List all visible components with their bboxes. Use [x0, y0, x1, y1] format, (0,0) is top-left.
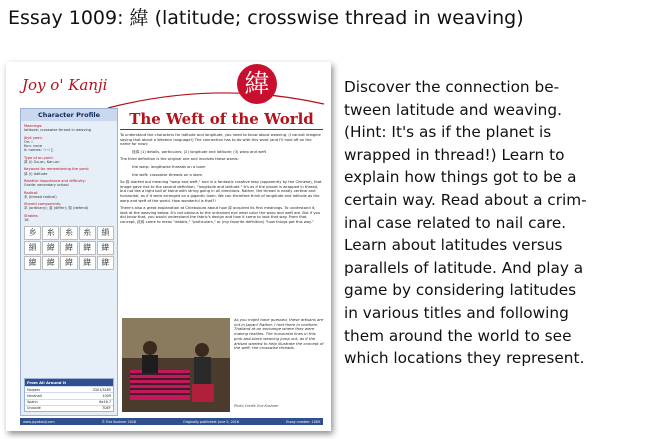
reference-name: Unicode: [27, 406, 41, 411]
profile-value: latitude; crosswise thread in weaving: [24, 128, 91, 133]
profile-value: 緯 (i) latitude: [24, 171, 48, 176]
description-line: in various titles and following: [344, 303, 569, 322]
reference-row: [25, 405, 113, 411]
article-definition: 経緯 (1) details, particulars; (2) longitude and latitude; (3) warp and weft: [132, 149, 267, 154]
profile-value: Grade: secondary school: [24, 183, 69, 188]
stroke-step: 緯: [97, 241, 114, 255]
description-line: which locations they represent.: [344, 349, 585, 368]
stroke-step: 緯: [79, 256, 96, 270]
article-title: The Weft of the World: [129, 110, 314, 128]
article-paragraph: The third definition is the original one and involves these words:: [120, 157, 239, 162]
profile-value: 韋 (ordinary); 違 (differ); 衛 (defend): [24, 206, 89, 211]
weaving-photo: [122, 318, 230, 412]
essay-heading: Essay 1009: 緯 (latitude; crosswise thread in weaving): [8, 7, 524, 29]
reference-title: From All Around It: [25, 379, 113, 386]
reference-box: [24, 378, 114, 412]
profile-label: Radical:: [24, 190, 39, 195]
article-definition: the warp: lengthwise threads on a loom: [132, 164, 206, 169]
reference-name: Halpern: [27, 387, 41, 392]
description-line: Discover the connection be-: [344, 78, 560, 96]
article-rule: [120, 129, 323, 130]
footer-essay-number: Essay number: 1009: [286, 419, 320, 424]
description-line: Learn about latitudes versus: [344, 236, 563, 255]
profile-label: Type of on-yomi:: [24, 155, 54, 160]
description-line: certain way. Read about a crim-: [344, 190, 587, 209]
stroke-step: 縜: [97, 226, 114, 240]
stroke-step: 糸: [79, 226, 96, 240]
reference-name: Henshall: [27, 394, 42, 399]
stroke-step: 乡: [24, 226, 41, 240]
footer-published: Originally published: June 5, 2016: [183, 419, 239, 424]
profile-label: Strokes:: [24, 213, 39, 218]
description-line: game by considering latitudes: [344, 281, 577, 300]
artisans-illustration: [122, 318, 230, 412]
reference-value: 3301/3285: [92, 387, 111, 392]
stroke-step: 緯: [24, 256, 41, 270]
character-profile: [20, 108, 118, 416]
profile-value: 16: [24, 218, 29, 223]
profile-label: Relative importance and difficulty:: [24, 178, 86, 183]
profile-value: 緯 (i) Go-on, Kan-on: [24, 160, 60, 165]
footer-website: www.joyokanji.com: [23, 419, 55, 424]
stroke-step: 緯: [97, 256, 114, 270]
article-paragraph: So 緯 started out meaning "warp and weft," and in a fantastic creative leap (apparently by the Chinese), that image gave rise to the second definition, "longitude and latitude." It's as if the planet is wrapped in thread, but not like a tight ball of twine with string going in all directions. Rather, the thread is neatly vertical and horizontal, as if it were arranged on a gigantic loom. We can therefore think of longitude and latitude as the warp and weft of the world. How wonderful is that?!: [120, 180, 322, 203]
footer-copyright: © Eve Kushner 2016: [101, 419, 137, 424]
stroke-step: 糸: [60, 226, 77, 240]
profile-label: Keyword for remembering the yomi:: [24, 167, 90, 172]
reference-value: 1009: [102, 394, 111, 399]
kanji-badge: 緯: [237, 64, 277, 104]
profile-value: Kun: none: [24, 144, 43, 149]
description-line: them around the world to see: [344, 326, 572, 345]
stroke-step: 縜: [24, 241, 41, 255]
stroke-order-grid: [24, 226, 114, 270]
essay-thumbnail: [6, 62, 331, 431]
article-definition: the weft: crosswise threads on a loom: [132, 172, 203, 177]
description-line: parallels of latitude. And play a: [344, 258, 584, 277]
profile-value: In names: つつじ: [24, 148, 54, 153]
profile-title: Character Profile: [21, 109, 117, 121]
logo-area: [6, 62, 331, 108]
profile-label: Meanings:: [24, 124, 43, 128]
profile-label: Jōyō yomi:: [24, 135, 43, 140]
photo-caption: As you might have guessed, these artisans are not in Japan! Rather, I met them in northern Thailand at an exchange where they were making textiles. The horizontal lines in this pink-and-black weaving jump out, as if the artisan wanted to help illustrate the concept of the weft, the crosswise threads.: [234, 317, 324, 351]
reference-value: 7DEF: [102, 406, 111, 411]
profile-entries: [21, 124, 117, 222]
description-line: inal case related to nail care.: [344, 213, 567, 232]
profile-value: On: i: [24, 139, 33, 144]
reference-value: 6a16.7: [99, 400, 111, 405]
stroke-step: 緯: [60, 241, 77, 255]
essay-description: [344, 76, 640, 370]
photo-credit: Photo Credit: Eve Kushner: [234, 404, 279, 408]
stroke-step: 緯: [42, 241, 59, 255]
article-paragraph: There's also a great explanation at Chiebukuro about how 緯 acquired its first meanings. To understand it, look at the weaving below. It's not obvious to the untrained eye what color the warp and weft are. But if you did know that, you would understand the fabric's design and how it came to look that way. From that concept, 経緯 came to mean "details," "particulars," or (my favorite definition) "how things got this way.": [120, 206, 321, 224]
article-paragraph: To understand the characters for latitude and longitude, you need to know about weaving. (I cannot imagine saying that about a Western language!) The connection has to do with this word (and I'll hold off on the name for now):: [120, 133, 321, 147]
stroke-step: 糸: [42, 226, 59, 240]
footer-bar: [20, 418, 323, 425]
profile-value: 糸 (thread radical): [24, 194, 57, 199]
description-line: explain how things got to be a: [344, 168, 577, 187]
reference-name: Spahn: [27, 400, 38, 405]
logo: Joy o' Kanji: [22, 76, 108, 94]
description-line: (Hint: It's as if the planet is: [344, 123, 552, 142]
description-line: wrapped in thread!) Learn to: [344, 145, 565, 164]
stroke-step: 緯: [79, 241, 96, 255]
stroke-step: 緯: [42, 256, 59, 270]
description-line: tween latitude and weaving.: [344, 100, 562, 119]
profile-label: Shared components:: [24, 202, 62, 207]
stroke-step: 緯: [60, 256, 77, 270]
